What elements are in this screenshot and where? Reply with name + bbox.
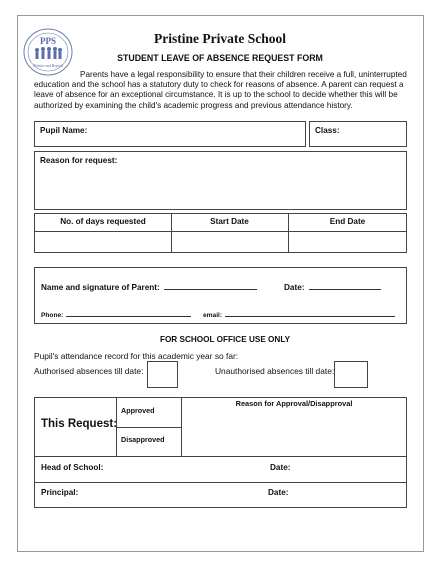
reason-approval-field[interactable] bbox=[183, 410, 405, 454]
start-date-header: Start Date bbox=[210, 217, 249, 226]
approval-table bbox=[34, 397, 407, 508]
parent-signature-field[interactable] bbox=[41, 282, 257, 292]
authorised-absences-box[interactable] bbox=[147, 361, 178, 388]
start-date-cell[interactable] bbox=[173, 232, 287, 252]
unauthorised-absences-box[interactable] bbox=[334, 361, 368, 388]
authorised-absences-label: Authorised absences till date: bbox=[34, 366, 144, 376]
pupil-name-label: Pupil Name: bbox=[40, 126, 88, 135]
days-table bbox=[34, 213, 407, 253]
phone-field[interactable] bbox=[41, 311, 191, 319]
days-requested-cell[interactable] bbox=[36, 232, 170, 252]
this-request-label: This Request: bbox=[41, 418, 118, 430]
end-date-header: End Date bbox=[329, 217, 366, 226]
svg-text:Pristine and Beyond: Pristine and Beyond bbox=[33, 64, 63, 68]
email-field[interactable] bbox=[203, 311, 395, 319]
parent-section bbox=[34, 267, 407, 324]
parent-date-label: Date: bbox=[284, 283, 305, 292]
unauthorised-absences-label: Unauthorised absences till date: bbox=[215, 366, 335, 376]
reason-field[interactable] bbox=[34, 151, 407, 210]
pupil-name-field[interactable] bbox=[34, 121, 306, 147]
end-date-cell[interactable] bbox=[290, 232, 406, 252]
principal-date-label: Date: bbox=[268, 488, 289, 497]
reason-approval-label: Reason for Approval/Disapproval bbox=[235, 399, 353, 408]
school-name: Pristine Private School bbox=[154, 31, 286, 46]
principal-label: Principal: bbox=[41, 488, 79, 497]
form-title: STUDENT LEAVE OF ABSENCE REQUEST FORM bbox=[117, 53, 323, 63]
phone-label: Phone: bbox=[41, 312, 64, 319]
class-label: Class: bbox=[315, 126, 340, 135]
intro-paragraph: Parents have a legal responsibility to ensure that their children receive a full, uninterrupted education and the school has a statutory duty to check for reasons of absence. A parent can request a leave of absence for an exceptional circumstance. It is up to the school to decide whether this will be authorized by examining the child's academic progress and previous attendance history. bbox=[34, 70, 407, 110]
class-field[interactable] bbox=[309, 121, 407, 147]
svg-text:PPS: PPS bbox=[39, 36, 57, 46]
parent-date-field[interactable] bbox=[284, 282, 381, 292]
approved-option[interactable]: Approved bbox=[121, 406, 155, 415]
head-date-label: Date: bbox=[270, 463, 291, 472]
disapproved-option[interactable]: Disapproved bbox=[121, 435, 165, 444]
reason-label: Reason for request: bbox=[40, 156, 118, 165]
office-use-heading: FOR SCHOOL OFFICE USE ONLY bbox=[159, 335, 291, 344]
head-of-school-label: Head of School: bbox=[41, 463, 104, 472]
email-label: email: bbox=[203, 312, 223, 319]
days-requested-header: No. of days requested bbox=[60, 217, 146, 226]
attendance-record-text: Pupil's attendance record for this academic year so far: bbox=[34, 351, 239, 361]
parent-signature-label: Name and signature of Parent: bbox=[41, 283, 160, 292]
